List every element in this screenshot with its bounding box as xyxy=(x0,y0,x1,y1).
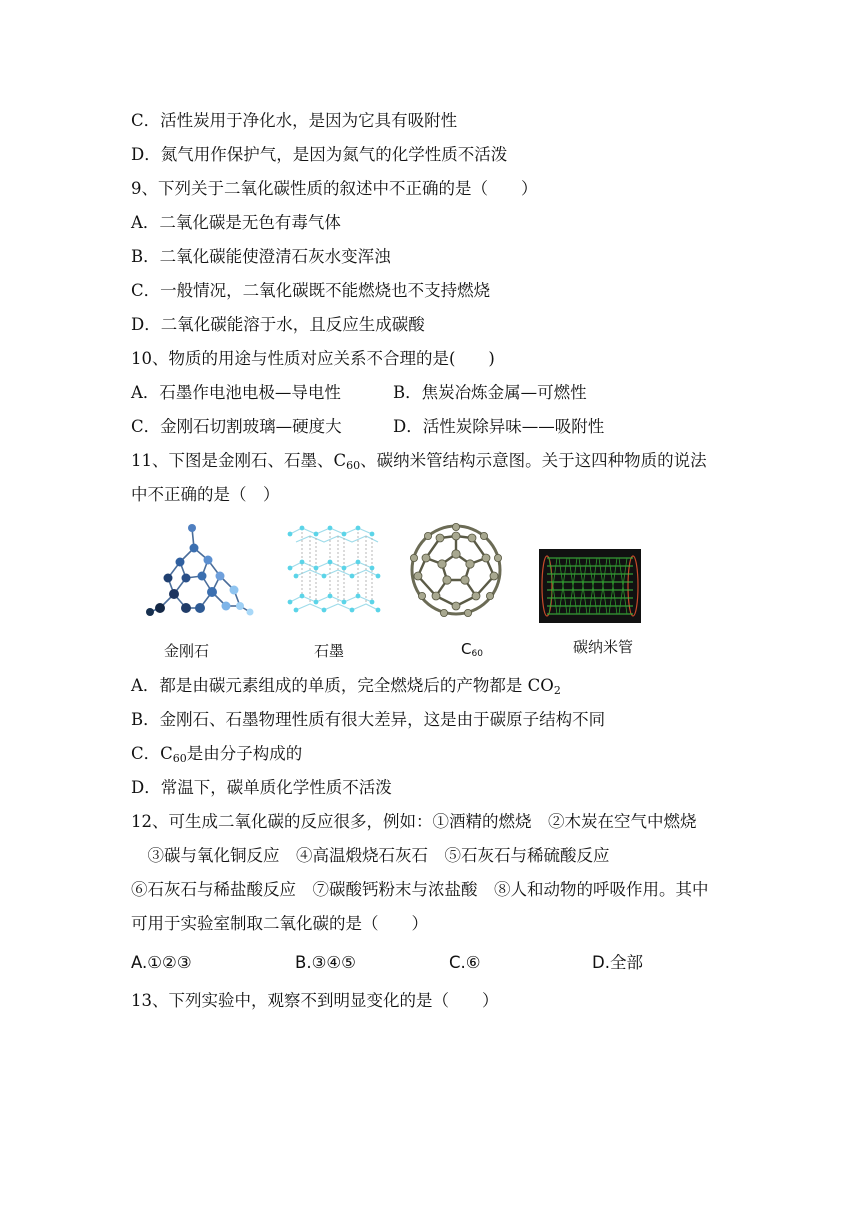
q10-options-row2 xyxy=(131,416,605,438)
diamond-structure-figure xyxy=(140,520,260,620)
q11-stem-line2: 中不正确的是（ ） xyxy=(131,485,280,504)
q11-option-b: B．金刚石、石墨物理性质有很大差异，这是由于碳原子结构不同 xyxy=(131,710,606,729)
q11-option-c: C．$C_{60}$是由分子构成的 xyxy=(131,744,303,765)
q10-option-a: A．石墨作电池电极—导电性 xyxy=(131,383,341,402)
q12-options xyxy=(131,952,643,974)
q13-stem: 13、下列实验中，观察不到明显变化的是（ ） xyxy=(131,991,499,1010)
q11-option-a: A．都是由碳元素组成的单质，完全燃烧后的产物都是 $CO_2$ xyxy=(131,676,561,697)
q11-stem-line1: 11、下图是金刚石、石墨、$C_{60}$、碳纳米管结构示意图。关于这四种物质的说法 xyxy=(131,451,707,472)
q9-option-a: A．二氧化碳是无色有毒气体 xyxy=(131,213,341,232)
q12-option-b: B.③④⑤ xyxy=(295,953,356,972)
q10-stem: 10、物质的用途与性质对应关系不合理的是( ) xyxy=(131,349,495,368)
figure-label-graphite: 石墨 xyxy=(314,642,345,660)
figure-label-nanotube: 碳纳米管 xyxy=(573,638,634,656)
q12-stem-line3: ⑥石灰石与稀盐酸反应 ⑦碳酸钙粉末与浓盐酸 ⑧人和动物的呼吸作用。其中 xyxy=(131,880,709,899)
q9-option-d: D．二氧化碳能溶于水，且反应生成碳酸 xyxy=(131,315,425,334)
q8-option-d: D．氮气用作保护气，是因为氮气的化学性质不活泼 xyxy=(131,145,508,164)
q12-stem-line2: ③碳与氧化铜反应 ④高温煅烧石灰石 ⑤石灰石与稀硫酸反应 xyxy=(131,846,610,865)
q12-option-c: C.⑥ xyxy=(449,953,481,972)
q8-option-c: C．活性炭用于净化水，是因为它具有吸附性 xyxy=(131,111,458,130)
q9-option-b: B．二氧化碳能使澄清石灰水变浑浊 xyxy=(131,247,391,266)
q12-option-d: D.全部 xyxy=(592,953,643,972)
q10-option-b: B．焦炭冶炼金属—可燃性 xyxy=(393,383,587,402)
q12-stem-line1: 12、可生成二氧化碳的反应很多，例如：①酒精的燃烧 ②木炭在空气中燃烧 xyxy=(131,812,697,831)
q10-option-c: C．金刚石切割玻璃—硬度大 xyxy=(131,417,342,436)
c60-structure-figure xyxy=(404,518,508,622)
q10-options-row1 xyxy=(131,382,587,404)
q9-option-c: C．一般情况，二氧化碳既不能燃烧也不支持燃烧 xyxy=(131,281,491,300)
q12-option-a: A.①②③ xyxy=(131,953,192,972)
nanotube-structure-figure xyxy=(539,549,641,623)
q11-option-d: D．常温下，碳单质化学性质不活泼 xyxy=(131,778,392,797)
graphite-structure-figure xyxy=(282,520,382,620)
figure-label-diamond: 金刚石 xyxy=(164,642,210,660)
q9-stem: 9、下列关于二氧化碳性质的叙述中不正确的是（ ） xyxy=(131,179,538,198)
q10-option-d: D．活性炭除异味——吸附性 xyxy=(393,417,605,436)
figure-label-c60: C60 xyxy=(461,640,483,659)
q12-stem-line4: 可用于实验室制取二氧化碳的是（ ） xyxy=(131,914,428,933)
